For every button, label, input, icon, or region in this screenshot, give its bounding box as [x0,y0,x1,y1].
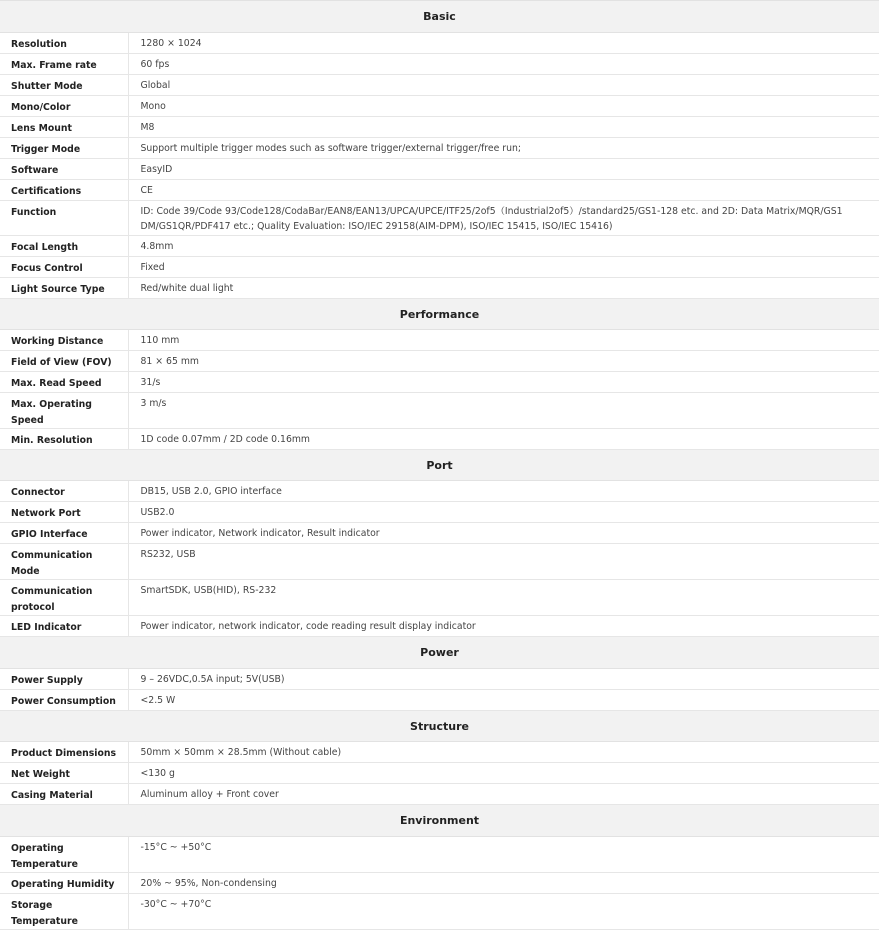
spec-value: 1280 × 1024 [128,33,879,54]
spec-row [0,763,879,784]
spec-value: CE [128,180,879,201]
spec-label: Product Dimensions [0,742,128,763]
spec-value: Support multiple trigger modes such as software trigger/external trigger/free run; [128,138,879,159]
spec-value: 81 × 65 mm [128,351,879,372]
section-title: Basic [0,1,879,33]
spec-label: Network Port [0,502,128,523]
spec-label: LED Indicator [0,616,128,637]
spec-value: 50mm × 50mm × 28.5mm (Without cable) [128,742,879,763]
spec-row [0,75,879,96]
spec-value: Aluminum alloy + Front cover [128,784,879,805]
section-header-row [0,450,879,481]
spec-label: Light Source Type [0,278,128,299]
spec-row [0,784,879,805]
spec-label: Field of View (FOV) [0,351,128,372]
spec-label: Resolution [0,33,128,54]
section-title: Structure [0,711,879,742]
spec-row [0,544,879,580]
spec-label: Certifications [0,180,128,201]
spec-label: Focal Length [0,236,128,257]
spec-row [0,502,879,523]
spec-label: Max. Read Speed [0,372,128,393]
section-header-row [0,805,879,837]
spec-value: Fixed [128,257,879,278]
spec-value: <130 g [128,763,879,784]
spec-label: Shutter Mode [0,75,128,96]
spec-value: RS232, USB [128,544,879,580]
spec-value: Red/white dual light [128,278,879,299]
spec-value: -15°C ~ +50°C [128,837,879,873]
spec-label: Min. Resolution [0,429,128,450]
spec-label: Trigger Mode [0,138,128,159]
spec-value: ID: Code 39/Code 93/Code128/CodaBar/EAN8/EAN13/UPCA/UPCE/ITF25/2of5（Industrial2of5）/standard25/GS1-128 etc. and 2D: Data Matrix/MQR/GS1 DM/GS1QR/PDF417 etc.; Quality Evaluation: ISO/IEC 29158(AIM-DPM), ISO/IEC 15415, ISO/IEC 15416) [128,201,879,236]
spec-row [0,236,879,257]
section-title: Environment [0,805,879,837]
spec-row [0,351,879,372]
spec-value: -30°C ~ +70°C [128,894,879,930]
spec-row [0,96,879,117]
spec-value: 110 mm [128,330,879,351]
spec-label: Communication Mode [0,544,128,580]
spec-row [0,742,879,763]
spec-row [0,138,879,159]
spec-label: GPIO Interface [0,523,128,544]
spec-row [0,201,879,236]
spec-row [0,481,879,502]
spec-row [0,159,879,180]
spec-label: Power Consumption [0,690,128,711]
spec-label: Communication protocol [0,580,128,616]
spec-label: Connector [0,481,128,502]
spec-label: Net Weight [0,763,128,784]
spec-row [0,180,879,201]
section-header-row [0,637,879,669]
spec-label: Casing Material [0,784,128,805]
spec-label: Focus Control [0,257,128,278]
spec-row [0,393,879,429]
spec-label: Software [0,159,128,180]
section-header-row [0,299,879,330]
spec-value: 20% ~ 95%, Non-condensing [128,873,879,894]
section-title: Power [0,637,879,669]
spec-label: Max. Operating Speed [0,393,128,429]
spec-row [0,873,879,894]
spec-value: Mono [128,96,879,117]
spec-value: 60 fps [128,54,879,75]
spec-label: Storage Temperature [0,894,128,930]
spec-row [0,54,879,75]
spec-row [0,33,879,54]
spec-value: <2.5 W [128,690,879,711]
spec-label: Operating Humidity [0,873,128,894]
spec-value: 3 m/s [128,393,879,429]
spec-label: Power Supply [0,669,128,690]
spec-value: M8 [128,117,879,138]
spec-row [0,669,879,690]
spec-value: USB2.0 [128,502,879,523]
spec-row [0,894,879,930]
spec-row [0,616,879,637]
spec-value: 9 – 26VDC,0.5A input; 5V(USB) [128,669,879,690]
spec-row [0,372,879,393]
spec-row [0,580,879,616]
spec-value: EasyID [128,159,879,180]
spec-row [0,278,879,299]
spec-label: Max. Frame rate [0,54,128,75]
spec-value: SmartSDK, USB(HID), RS-232 [128,580,879,616]
spec-label: Function [0,201,128,236]
section-header-row [0,711,879,742]
spec-row [0,117,879,138]
spec-value: 1D code 0.07mm / 2D code 0.16mm [128,429,879,450]
section-title: Performance [0,299,879,330]
section-title: Port [0,450,879,481]
spec-label: Mono/Color [0,96,128,117]
spec-value: 4.8mm [128,236,879,257]
spec-table-body [0,1,879,930]
spec-value: DB15, USB 2.0, GPIO interface [128,481,879,502]
spec-row [0,837,879,873]
spec-row [0,690,879,711]
spec-row [0,257,879,278]
spec-value: Global [128,75,879,96]
spec-label: Operating Temperature [0,837,128,873]
spec-label: Lens Mount [0,117,128,138]
spec-value: Power indicator, network indicator, code reading result display indicator [128,616,879,637]
spec-label: Working Distance [0,330,128,351]
spec-row [0,523,879,544]
spec-row [0,330,879,351]
spec-row [0,429,879,450]
spec-value: Power indicator, Network indicator, Result indicator [128,523,879,544]
section-header-row [0,1,879,33]
spec-value: 31/s [128,372,879,393]
